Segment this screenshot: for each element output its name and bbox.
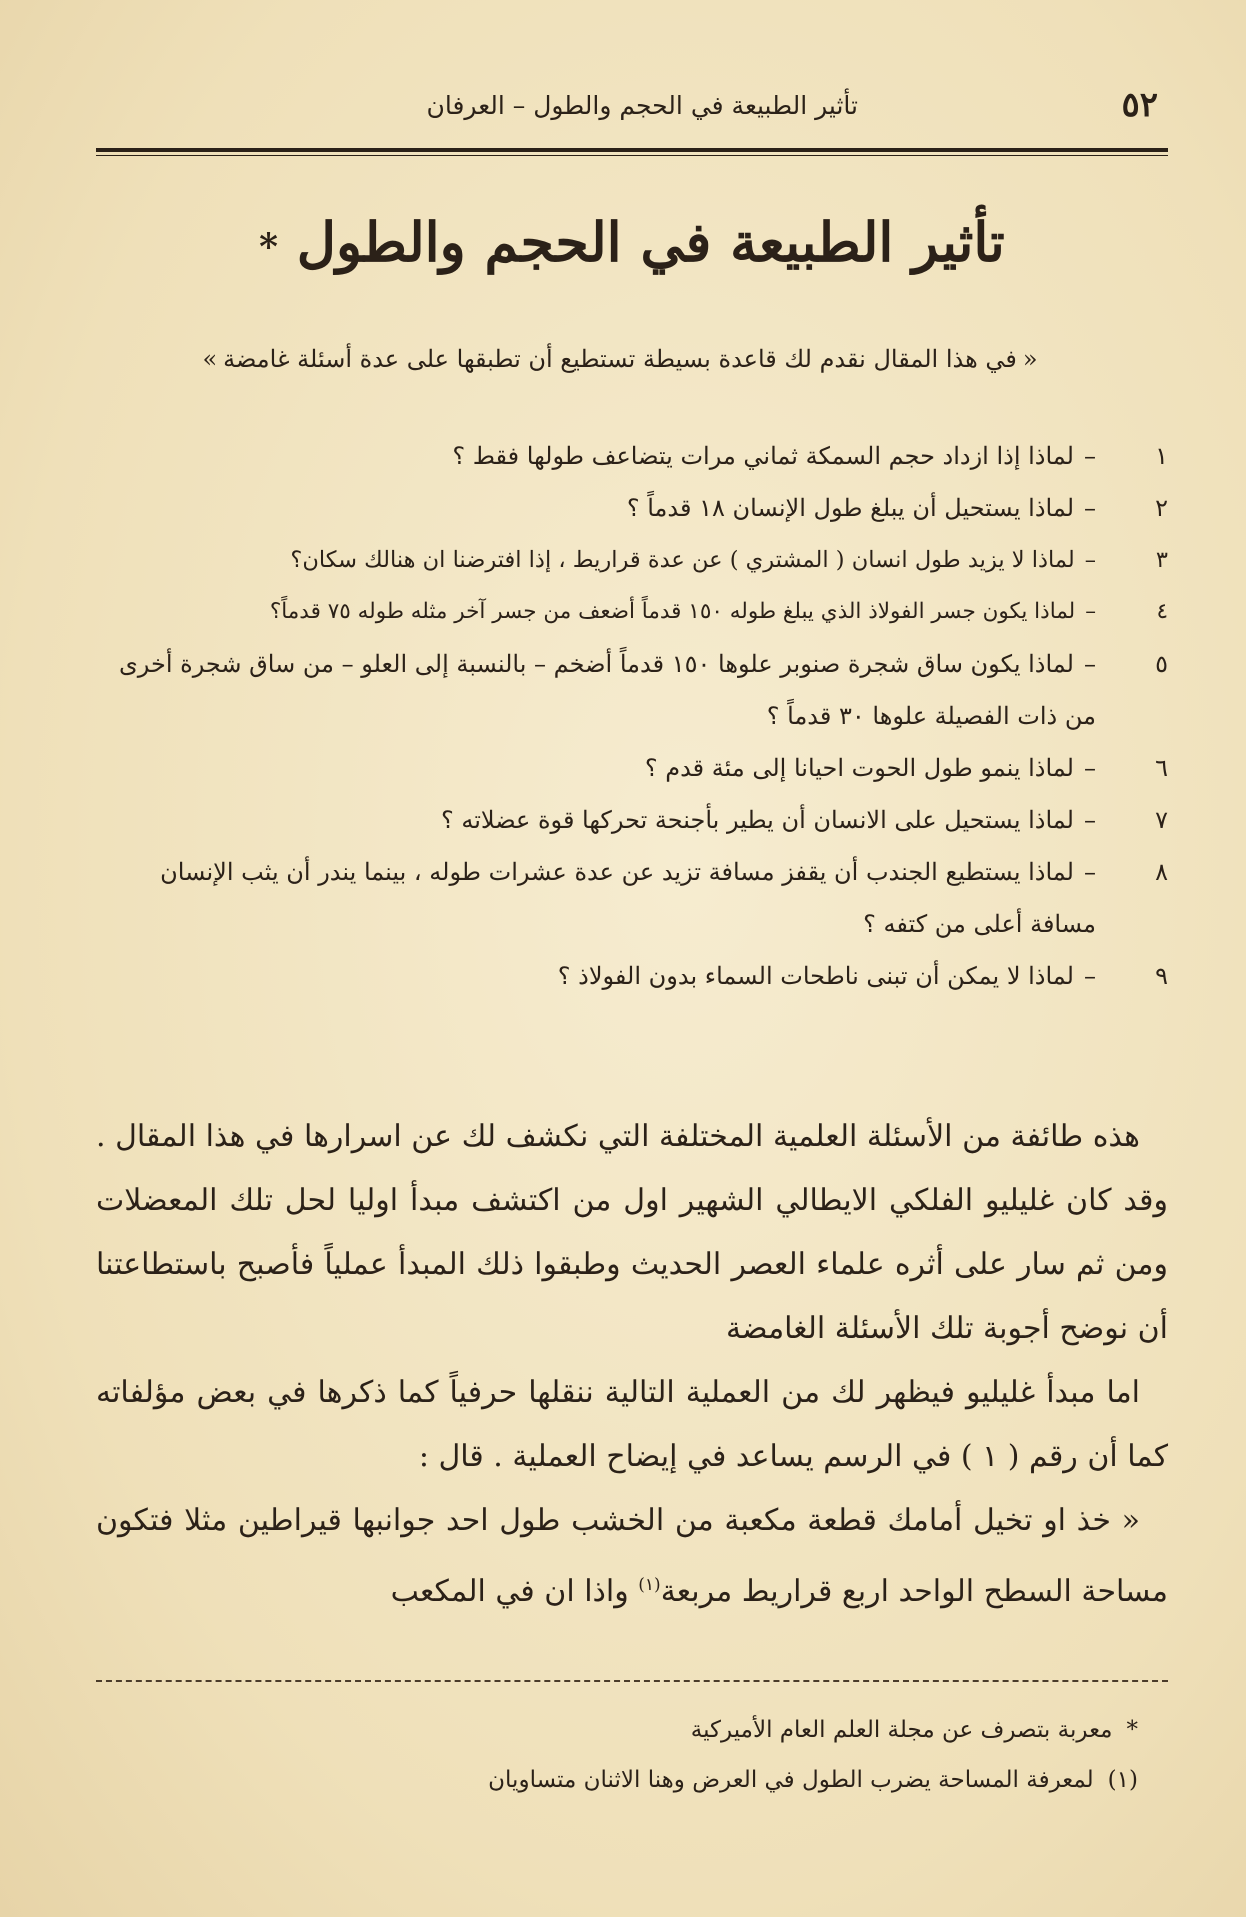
question-number: ٢	[1155, 494, 1168, 522]
question-dash: –	[1084, 547, 1096, 573]
question-dash: –	[1084, 442, 1096, 470]
question-text: لماذا ينمو طول الحوت احيانا إلى مئة قدم ؟	[644, 754, 1074, 782]
footnote-text: معربة بتصرف عن مجلة العلم العام الأميركية	[690, 1717, 1113, 1743]
question-item	[96, 534, 1168, 586]
page-number: ٥٢	[1121, 85, 1158, 125]
question-item	[96, 846, 1168, 950]
question-number: ٣	[1155, 547, 1168, 573]
footnote	[96, 1705, 1168, 1755]
body-paragraph-text: « خذ او تخيل أمامك قطعة مكعبة من الخشب طول احد جوانبها قيراطين مثلا فتكون مساحة السطح الواحد اربع قراريط مربعة	[96, 1503, 1168, 1609]
question-text: لماذا لا يمكن أن تبنى ناطحات السماء بدون الفولاذ ؟	[557, 962, 1074, 990]
question-number: ٧	[1155, 806, 1168, 834]
running-title: تأثير الطبيعة في الحجم والطول – العرفان	[426, 91, 858, 120]
question-list	[96, 430, 1168, 1002]
body-paragraph-text: واذا ان في المكعب	[390, 1574, 639, 1609]
intro-text: في هذا المقال نقدم لك قاعدة بسيطة تستطيع أن تطبقها على عدة أسئلة غامضة	[223, 345, 1017, 373]
question-dash: –	[1084, 962, 1096, 990]
question-text: لماذا يكون ساق شجرة صنوبر علوها ١٥٠ قدماً أضخم – بالنسبة إلى العلو – من ساق شجرة أخرى من ذات الفصيلة علوها ٣٠ قدماً ؟	[118, 650, 1096, 730]
article-body	[96, 1105, 1168, 1624]
question-text: لماذا لا يزيد طول انسان ( المشتري ) عن عدة قراريط ، إذا افترضنا ان هنالك سكان؟	[290, 547, 1075, 573]
question-number: ١	[1155, 442, 1168, 470]
question-item	[96, 638, 1168, 742]
body-paragraph	[96, 1489, 1168, 1624]
footnote-star-mark: *	[259, 225, 278, 268]
question-item	[96, 586, 1168, 638]
question-number: ٩	[1155, 962, 1168, 990]
footnote-marker: *	[1126, 1717, 1138, 1743]
question-text: لماذا إذا ازداد حجم السمكة ثماني مرات يتضاعف طولها فقط ؟	[452, 442, 1074, 470]
question-dash: –	[1084, 754, 1096, 782]
question-number: ٨	[1155, 858, 1168, 886]
question-text: لماذا يستحيل على الانسان أن يطير بأجنحة تحركها قوة عضلاته ؟	[440, 806, 1074, 834]
question-dash: –	[1084, 494, 1096, 522]
question-item	[96, 430, 1168, 482]
question-item	[96, 950, 1168, 1002]
question-dash: –	[1084, 650, 1096, 678]
page-header	[96, 85, 1168, 135]
footnotes	[96, 1705, 1168, 1805]
body-paragraph: هذه طائفة من الأسئلة العلمية المختلفة التي نكشف لك عن اسرارها في هذا المقال . وقد كان غليليو الفلكي الايطالي الشهير اول من اكتشف مبدأ اوليا لحل تلك المعضلات ومن ثم سار على أثره علماء العصر الحديث وطبقوا ذلك المبدأ عملياً فأصبح باستطاعتنا أن نوضح أجوبة تلك الأسئلة الغامضة	[96, 1119, 1168, 1346]
question-number: ٥	[1155, 650, 1168, 678]
question-number: ٦	[1155, 754, 1168, 782]
footnote	[96, 1755, 1168, 1805]
question-item	[96, 794, 1168, 846]
footnote-text: لمعرفة المساحة يضرب الطول في العرض وهنا الاثنان متساويان	[488, 1767, 1094, 1793]
footnote-divider	[96, 1680, 1168, 1690]
question-dash: –	[1084, 806, 1096, 834]
open-quote: «	[1022, 345, 1038, 373]
article-intro	[120, 345, 1120, 373]
question-item	[96, 742, 1168, 794]
article-title	[96, 210, 1168, 274]
question-text: لماذا يستحيل أن يبلغ طول الإنسان ١٨ قدماً ؟	[626, 494, 1074, 522]
body-paragraph: اما مبدأ غليليو فيظهر لك من العملية التالية ننقلها حرفياً كما ذكرها في بعض مؤلفاته كما أن رقم ( ١ ) في الرسم يساعد في إيضاح العملية . قال :	[96, 1375, 1168, 1474]
header-rule-thin	[96, 155, 1168, 156]
header-rule	[96, 148, 1168, 152]
question-text: لماذا يستطيع الجندب أن يقفز مسافة تزيد عن عدة عشرات طوله ، بينما يندر أن يثب الإنسان مسافة أعلى من كتفه ؟	[160, 858, 1096, 938]
question-item	[96, 482, 1168, 534]
question-dash: –	[1085, 599, 1096, 624]
question-number: ٤	[1156, 599, 1168, 624]
question-dash: –	[1084, 858, 1096, 886]
footnote-reference: (١)	[638, 1575, 661, 1595]
question-text: لماذا يكون جسر الفولاذ الذي يبلغ طوله ١٥٠ قدماً أضعف من جسر آخر مثله طوله ٧٥ قدماً؟	[269, 599, 1076, 624]
article-title-text: تأثير الطبيعة في الحجم والطول	[296, 210, 1005, 274]
footnote-marker: (١)	[1107, 1767, 1138, 1793]
close-quote: »	[202, 345, 218, 373]
